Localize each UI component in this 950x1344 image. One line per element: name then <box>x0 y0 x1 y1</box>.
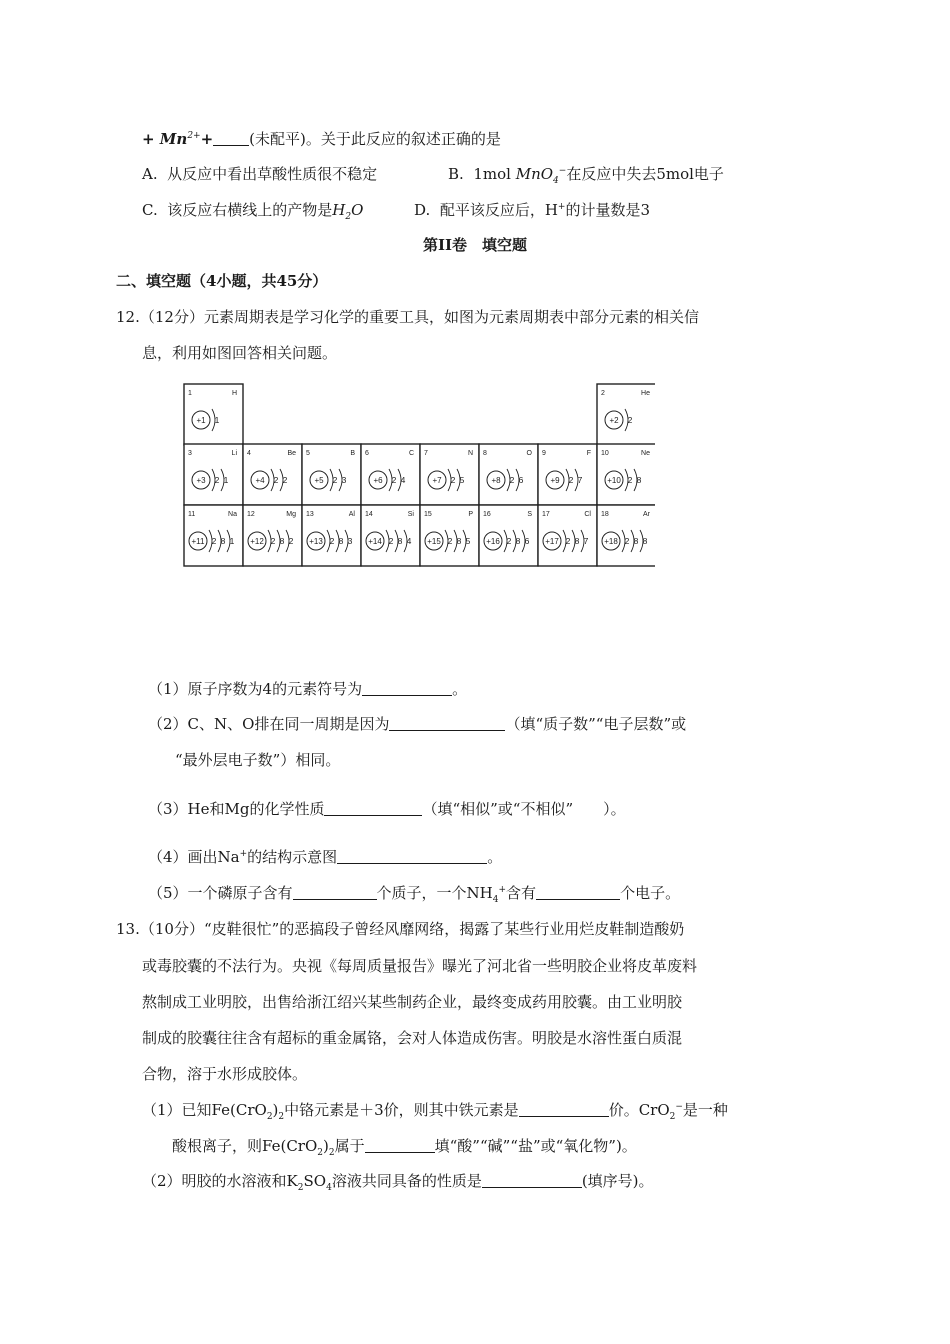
element-number: 8 <box>483 450 487 457</box>
shell-electron-count: 2 <box>450 475 456 485</box>
nucleus-charge: +11 <box>191 537 205 546</box>
element-number: 3 <box>188 450 192 457</box>
element-symbol: Al <box>348 511 355 518</box>
element-number: 4 <box>247 450 251 457</box>
q11-option-a[interactable]: A. 从反应中看出草酸性质很不稳定 <box>142 165 378 183</box>
element-cell <box>420 505 479 566</box>
element-number: 18 <box>601 511 609 518</box>
shell-electron-count: 8 <box>574 536 580 546</box>
q12-intro-line1: 12.（12分）元素周期表是学习化学的重要工具，如图为元素周期表中部分元素的相关信 <box>116 308 699 326</box>
shell-electron-count: 2 <box>565 536 571 546</box>
q12-sub5-blank2[interactable] <box>536 883 620 900</box>
q12-sub4-blank[interactable] <box>337 847 487 864</box>
nucleus-charge: +4 <box>255 476 265 485</box>
q13-sub2-blank[interactable] <box>482 1171 582 1188</box>
q12-sub1: （1）原子序数为4的元素符号为 。 <box>148 680 468 698</box>
shell-electron-count: 6 <box>524 536 530 546</box>
shell-electron-count: 2 <box>211 536 217 546</box>
element-cell <box>597 444 655 505</box>
element-symbol: Na <box>228 511 237 518</box>
element-cell <box>597 505 655 566</box>
shell-electron-count: 6 <box>518 475 524 485</box>
element-cell <box>361 444 420 505</box>
nucleus-charge: +3 <box>196 476 206 485</box>
nucleus-charge: +15 <box>427 537 441 546</box>
shell-electron-count: 2 <box>214 475 220 485</box>
shell-electron-count: 7 <box>583 536 589 546</box>
element-symbol: Ar <box>643 511 650 518</box>
q11-option-b[interactable]: B. 1mol MnO$_4$−在反应中失去5mol电子 <box>448 165 724 186</box>
element-number: 16 <box>483 511 491 518</box>
q12-sub3: （3）He和Mg的化学性质 （填“相似”或“不相似” ）。 <box>148 800 626 818</box>
element-number: 9 <box>542 450 546 457</box>
element-cell <box>184 505 243 566</box>
shell-electron-count: 2 <box>568 475 574 485</box>
element-symbol: O <box>526 450 532 457</box>
element-cell <box>538 444 597 505</box>
shell-electron-count: 1 <box>229 536 235 546</box>
shell-electron-count: 8 <box>642 536 648 546</box>
shell-electron-count: 7 <box>577 475 583 485</box>
element-number: 12 <box>247 511 255 518</box>
element-cell <box>243 444 302 505</box>
q13-line2: 或毒胶囊的不法行为。央视《每周质量报告》曝光了河北省一些明胶企业将皮革废料 <box>142 957 698 975</box>
q12-sub1-blank[interactable] <box>362 679 452 696</box>
element-symbol: Mg <box>286 511 296 518</box>
shell-electron-count: 2 <box>270 536 276 546</box>
shell-electron-count: 1 <box>214 415 220 425</box>
q13-line4: 制成的胶囊往往含有超标的重金属铬，会对人体造成伤害。明胶是水溶性蛋白质混 <box>142 1029 683 1047</box>
nucleus-charge: +12 <box>250 537 264 546</box>
shell-electron-count: 5 <box>465 536 471 546</box>
shell-electron-count: 2 <box>506 536 512 546</box>
section-title: 第II卷 填空题 <box>422 236 528 254</box>
q12-sub5: （5）一个磷原子含有 个质子，一个$NH_4^+$含有 个电子。 <box>148 884 681 905</box>
shell-electron-count: 2 <box>329 536 335 546</box>
q12-intro-line2: 息，利用如图回答相关问题。 <box>142 344 338 362</box>
q12-sub3-blank[interactable] <box>324 799 422 816</box>
element-number: 6 <box>365 450 369 457</box>
element-symbol: Cl <box>584 511 591 518</box>
q12-sub2: （2）C、N、O排在同一周期是因为 （填“质子数”“电子层数”或 <box>148 715 687 733</box>
shell-electron-count: 2 <box>509 475 515 485</box>
element-symbol: H <box>231 390 237 397</box>
q11-product-blank[interactable] <box>213 129 249 146</box>
shell-electron-count: 2 <box>624 536 630 546</box>
element-number: 5 <box>306 450 310 457</box>
element-symbol: Ne <box>641 450 650 457</box>
element-symbol: Be <box>287 450 296 457</box>
q12-sub2-line2: “最外层电子数”）相同。 <box>175 751 341 769</box>
shell-electron-count: 3 <box>347 536 353 546</box>
element-number: 15 <box>424 511 432 518</box>
nucleus-charge: +13 <box>309 537 323 546</box>
nucleus-charge: +2 <box>609 416 619 425</box>
element-number: 17 <box>542 511 550 518</box>
shell-electron-count: 8 <box>633 536 639 546</box>
nucleus-charge: +8 <box>491 476 501 485</box>
nucleus-charge: +9 <box>550 476 560 485</box>
element-symbol: He <box>641 390 650 397</box>
shell-electron-count: 8 <box>515 536 521 546</box>
shell-electron-count: 2 <box>388 536 394 546</box>
q13-line3: 熬制成工业明胶，出售给浙江绍兴某些制药企业，最终变成药用胶囊。由工业明胶 <box>142 993 683 1011</box>
element-cell <box>184 384 243 445</box>
q11-equation-tail: + $Mn^{2+}+$ (未配平)。关于此反应的叙述正确的是 <box>142 130 501 148</box>
shell-electron-count: 2 <box>282 475 288 485</box>
q13-line1: 13.（10分）“皮鞋很忙”的恶搞段子曾经风靡网络，揭露了某些行业用烂皮鞋制造酸奶 <box>116 920 685 938</box>
shell-electron-count: 2 <box>332 475 338 485</box>
part-heading: 二、填空题（4小题，共45分） <box>116 272 328 290</box>
shell-electron-count: 8 <box>220 536 226 546</box>
shell-electron-count: 4 <box>400 475 406 485</box>
element-cell <box>302 444 361 505</box>
q13-sub1-blank1[interactable] <box>519 1100 609 1117</box>
shell-electron-count: 5 <box>459 475 465 485</box>
shell-electron-count: 8 <box>636 475 642 485</box>
shell-electron-count: 4 <box>406 536 412 546</box>
shell-electron-count: 8 <box>456 536 462 546</box>
nucleus-charge: +10 <box>607 476 621 485</box>
nucleus-charge: +5 <box>314 476 324 485</box>
element-symbol: S <box>527 511 532 518</box>
q12-sub5-blank1[interactable] <box>293 883 377 900</box>
shell-electron-count: 2 <box>288 536 294 546</box>
shell-electron-count: 2 <box>627 475 633 485</box>
q12-sub2-blank[interactable] <box>389 714 505 731</box>
element-cell <box>597 384 655 445</box>
q13-sub1-blank2[interactable] <box>365 1136 435 1153</box>
element-number: 14 <box>365 511 373 518</box>
periodic-table-figure <box>183 383 655 577</box>
element-cell <box>479 444 538 505</box>
q13-sub1: （1）已知$Fe(CrO_2)_2$中铬元素是＋3价，则其中铁元素是 价。CrO$_2$−是一种 <box>142 1101 728 1122</box>
element-number: 7 <box>424 450 428 457</box>
nucleus-charge: +6 <box>373 476 383 485</box>
element-cell <box>538 505 597 566</box>
shell-electron-count: 2 <box>273 475 279 485</box>
element-number: 13 <box>306 511 314 518</box>
element-symbol: N <box>467 450 473 457</box>
q12-sub4: （4）画出Na+的结构示意图 。 <box>148 848 503 866</box>
element-number: 10 <box>601 450 609 457</box>
element-symbol: Si <box>407 511 414 518</box>
element-cell <box>184 444 243 505</box>
element-cell <box>361 505 420 566</box>
element-symbol: F <box>586 450 591 457</box>
element-cell <box>420 444 479 505</box>
shell-electron-count: 8 <box>397 536 403 546</box>
nucleus-charge: +16 <box>486 537 500 546</box>
shell-electron-count: 8 <box>279 536 285 546</box>
q13-sub1-line2: 酸根离子，则$Fe(CrO_2)_2$属于 填“酸”“碱”“盐”或“氧化物”)。 <box>172 1137 637 1158</box>
element-symbol: Li <box>231 450 237 457</box>
element-cell <box>243 505 302 566</box>
element-number: 1 <box>188 390 192 397</box>
element-cell <box>479 505 538 566</box>
nucleus-charge: +17 <box>545 537 559 546</box>
nucleus-charge: +1 <box>196 416 206 425</box>
shell-electron-count: 2 <box>447 536 453 546</box>
shell-electron-count: 8 <box>338 536 344 546</box>
element-symbol: C <box>408 450 414 457</box>
element-symbol: P <box>468 511 473 518</box>
nucleus-charge: +18 <box>604 537 618 546</box>
shell-electron-count: 2 <box>627 415 633 425</box>
shell-electron-count: 2 <box>391 475 397 485</box>
element-number: 11 <box>188 511 196 518</box>
element-symbol: B <box>350 450 355 457</box>
q11-option-d[interactable]: D. 配平该反应后，H+的计量数是3 <box>414 201 650 219</box>
nucleus-charge: +7 <box>432 476 442 485</box>
element-cell <box>302 505 361 566</box>
nucleus-charge: +14 <box>368 537 382 546</box>
q11-option-c[interactable]: C. 该反应右横线上的产物是$H_2O$ <box>142 201 364 222</box>
q13-line5: 合物，溶于水形成胶体。 <box>142 1065 308 1083</box>
element-number: 2 <box>601 390 605 397</box>
q13-sub2: （2）明胶的水溶液和$K_2SO_4$溶液共同具备的性质是 (填序号)。 <box>142 1172 654 1193</box>
shell-electron-count: 1 <box>223 475 229 485</box>
shell-electron-count: 3 <box>341 475 347 485</box>
